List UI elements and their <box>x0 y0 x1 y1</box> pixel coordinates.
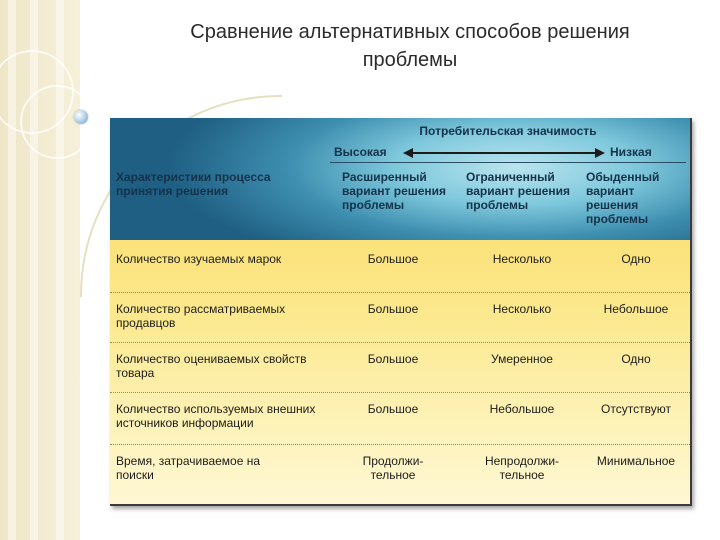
header-col-routine: Обыденный вариант решения проблемы <box>586 170 660 226</box>
row-divider <box>110 342 690 343</box>
cell-limited: Непродолжи-тельное <box>484 454 560 482</box>
decorative-ring <box>20 85 80 159</box>
cell-extended: Большое <box>367 302 419 316</box>
slide-title <box>100 18 720 74</box>
decorative-left-strip <box>0 0 80 540</box>
row-divider <box>110 444 690 445</box>
row-divider <box>110 392 690 393</box>
cell-extended: Большое <box>367 352 419 366</box>
header-col-limited: Ограниченный вариант решения проблемы <box>466 170 571 212</box>
cell-limited: Несколько <box>492 302 552 316</box>
cell-routine: Отсутствуют <box>601 402 671 416</box>
bullet-icon <box>74 110 88 124</box>
header-characteristics: Характеристики процесса принятия решения <box>116 170 271 198</box>
row-label: Время, затрачиваемое на поиски <box>116 454 261 482</box>
row-divider <box>110 292 690 293</box>
table-header <box>110 118 690 240</box>
cell-extended: Большое <box>367 252 419 266</box>
cell-limited: Небольшое <box>489 402 555 416</box>
header-low-label: Низкая <box>610 145 652 159</box>
cell-routine: Небольшое <box>603 302 669 316</box>
header-col-extended: Расширенный вариант решения проблемы <box>342 170 447 212</box>
cell-limited: Умеренное <box>491 352 553 366</box>
arrow-line <box>410 152 598 154</box>
header-group-label: Потребительская значимость <box>419 124 597 138</box>
comparison-table <box>110 118 692 506</box>
table-body <box>110 240 690 504</box>
row-label: Количество используемых внешних источников информации <box>116 402 316 430</box>
slide-title-line2: проблемы <box>362 49 458 71</box>
row-label: Количество рассматриваемых продавцов <box>116 302 286 330</box>
row-label: Количество оцениваемых свойств товара <box>116 352 307 380</box>
row-label: Количество изучаемых марок <box>116 252 282 266</box>
header-high-label: Высокая <box>334 145 387 159</box>
arrow-right-icon <box>595 148 605 158</box>
header-divider <box>330 162 686 163</box>
cell-extended: Большое <box>367 402 419 416</box>
slide-title-line1: Сравнение альтернативных способов решения <box>190 21 630 43</box>
cell-routine: Минимальное <box>596 454 676 468</box>
cell-extended: Продолжи-тельное <box>362 454 424 482</box>
cell-limited: Несколько <box>492 252 552 266</box>
cell-routine: Одно <box>621 352 651 366</box>
cell-routine: Одно <box>621 252 651 266</box>
